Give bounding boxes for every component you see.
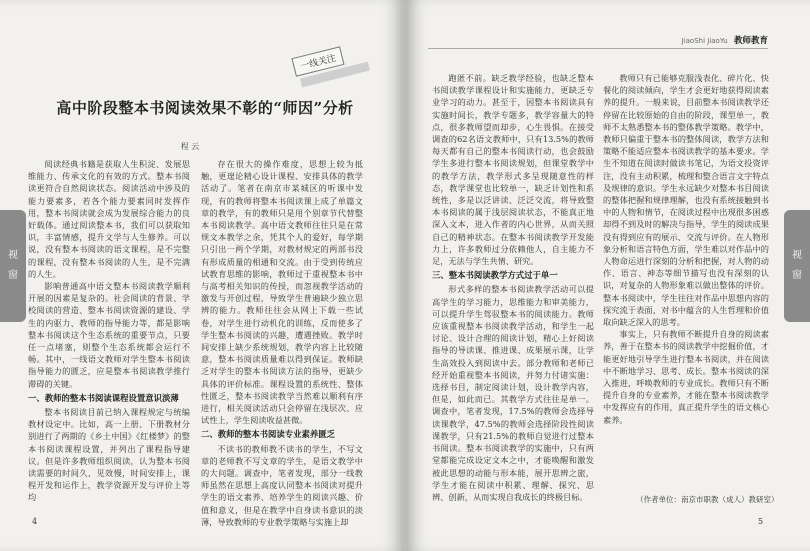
header-rule [428,48,768,49]
right-column-1 [432,72,594,522]
paragraph: 跑匿不前。缺乏教学经验，也缺乏整本书阅读教学课程设计和实施能力，更缺乏专业学习的动力。甚至于，因整本书阅读具有实施时间长，教学专题多，教学容量大的特点，很多教师望而却步，心生畏惧。在接受调查的62名语文教师中，只有13.5%的教师每天都有自己的整本书阅读行动，也会鼓励学生多进行整本书阅读规划，但课堂教学中的教学方法，教学形式多呈现随意性的样态，教学课堂也比较单一，缺乏计划性和系统性，多是以泛讲读、泛泛交流，将导致整本书阅读的属于浅层阅读状态，不能真正地深入文本，进入作者的内心世界，从而关照自己的精神状态。在整本书阅读教学开发能力上，许多教师过分依赖他人，自主能力不足，无法与学生共情、研究。 [432,73,594,267]
side-tab-char: 窗 [8,270,18,281]
side-tab-char: 视 [8,250,18,261]
paragraph: 教师只有已能够克服浅表化、碎片化、快餐化的阅读倾向，学生才会更好地获得阅读素养的提升。一般来说，目前整本书阅读教学还停留在比较原始的自由的阶段，课型单一，教师不太熟悉整本书的整体教学策略。教学中，教师只偏重于整本书的整体阅读，教学方法和策略不能适应整本书阅读教学的基本要求。学生不知道在阅读时做读书笔记，为语文投资评注，没有主动积累，梳理和整合语言文字特点及规律的意识。学生永远缺少对整本书目阅读的整体把握和规律理解，也没有系统接触到书中的人物和情节，在阅读过程中出现很多困惑却得不到及时的解决与指导，学生的阅读成果没有得到应有的展示、交流与评价。在人物形象分析和语言特色方面，学生难以对作品中的人物命运进行深刻的分析和把握，对人物的动作、语言、神态等细节描写也没有深刻的认识，对复杂的人物形象难以做出整体的评价。整本书阅读中，学生往往对作品中思想内容的探究流于表面，对书中蕴含的人生哲理和价值取向缺乏深入的思考。 [603,73,769,328]
header-title: 教师教育 [733,36,768,46]
article-title: 高中阶段整本书阅读效果不彰的“师因”分析 [56,99,354,117]
left-page [0,0,404,551]
paragraph: 影响普通高中语文整本书阅读教学顺利开展的因素是复杂的。社会阅读的背景、学校阅读的营造、整本书阅读资源的建设、学生的内驱力、教师的指导能力等，都是影响整本书阅读这个生态系统的重要节点，只要任一点堵塞，则整个生态系统都会运行不畅。其中，一线语文教师对学生整本书阅读指导能力的匮乏，应是整本书阅读教学推行滞碍的关键。 [28,281,190,389]
author-affiliation: （作者单位：南京市职教（成人）教研室） [636,495,779,504]
running-header [682,34,768,46]
paragraph: 存在很大的操作难度，思想上较为抵触，更遑论精心设计课程、安排具体的教学活动了。笔者在南京市某城区的听课中发现，有的教师将整本书阅读课上成了单篇文章的教学，有的教师只是用个别章节代替整本书阅读教学。高中语文教师往往只是在常规文本教学之余，凭其个人的爱好，每学期只引出一两个学期，对教材规定的两部书没有形成质量的相通和交流。由于受到传统应试教育思维的影响，教师过于重视整本书中与高考相关知识的传授，而忽视教学活动的激发与开创过程，导致学生普遍缺少独立思辨的能力。教师往往会从网上下载一些试卷，对学生进行动机化的训练，反而使多了学生整本书阅读的兴趣，遭遇挫败。教学时间安排上缺少系统规划，教学内容上比较随意，整本书阅读质量难以得到保证。教师缺乏对学生的整本书阅读方法的指导，更缺少具体的评价标准。课程设置的系统性、整体性匮乏，整本书阅读教学当然难以顺利有序进行，相关阅读活动只会停留在浅层次、应试性上，学生阅读收益甚微。 [201,159,363,426]
side-tab-right [784,210,810,322]
paragraph: 不读书的教师教不读书的学生，不写文章的老师教不写文章的学生，是语文教学中的大问题。调查中，笔者发现，部分一线教师虽然在思想上高度认同整本书阅读对提升学生的语文素养、培养学生的阅读兴趣、价值和意义，但是在教学中自身读书意识的淡薄，导致教师的专业教学策略与实施上却 [201,443,363,527]
section-heading: 一、教师的整本书阅读课程设置意识淡薄 [28,392,179,403]
paragraph: 事实上，只有教师不断提升自身的阅读素养，善于在整本书的阅读教学中挖掘价值，才能更好地引导学生进行整本书阅读，并在阅读中不断地学习、思考、成长。整本书阅读的深入推进，呼唤教师的专业成长。教师只有不断提升自身的专业素养，才能在整本书阅读教学中发挥应有的作用，真正提升学生的语文核心素养。 [603,329,769,425]
left-column-2 [201,158,363,527]
article-author: 程 云 [180,142,200,151]
section-heading: 三、整本书阅读教学方式过于单一 [432,270,558,281]
section-badge: 一线关注 [291,46,344,77]
header-pinyin: JiaoShi JiaoYu [681,37,728,45]
right-column-2 [603,72,769,492]
side-tab-left [0,210,26,322]
side-tab-char: 窗 [792,270,802,281]
page-number-left: 4 [32,517,38,526]
paragraph: 整本书阅读目前已纳入课程规定与统编教材设定中。比如，高一上册、下册教材分别进行了两期的《乡土中国》《红楼梦》的整本书阅读课程设置，并列出了课程指导建议。但是许多教师组织阅读，认为整本书阅读需要的时间久、见效慢，时间安排上，课程开发和运作上，教学资源开发与评价上等均 [28,407,190,503]
paragraph: 形式多样的整本书阅读教学活动可以提高学生的学习能力，思维能力和审美能力，可以提升学生驾驭整本书的阅读能力。教师应该重视整本书阅读教学活动，和学生一起讨论、设计合理的阅读计划，精心上好阅读指导的导读课、推进课、成果展示课，让学生高效投入到阅读中去。部分教师和老师已经开始重视整本书阅读，并努力付诸实施：选择书目，制定阅读计划，设计教学内容，但是，如此而已。其教学方式往往是单一。调查中，笔者发现，17.5%的教师会选择导读课教学，47.5%的教师会选择阶段性阅读课教学，只有21.5%的教师自觉进行过整本书阅读。整本书阅读教学的实施中，只有两堂都能完成设定文本之中，才能唤醒和激发被此思想的动能与形本能，展开思辨之旅，学生才能在阅读中积累、理解、探究、思辨、创新，从而实现自我成长的终极目标。 [432,284,594,502]
section-heading: 二、教师的整本书阅读专业素养匮乏 [201,429,335,440]
side-tab-char: 视 [792,250,802,261]
paragraph: 阅读经典书籍是获取人生积淀、发展思维能力、传承文化的有效的方式。整本书阅读更符合自然阅读状态。阅读活动中涉及的能力要素多，若各个能力要素同时发挥作用，整本书阅读就会成为发展综合能力的良好载体。通过阅读整本书，我们可以获取知识，丰富情感，提升文学与人生修养。可以说，没有整本书阅读的语文课程，是不完整的课程，没有整本书阅读的人生，是不完满的人生。 [28,159,190,279]
page-number-right: 5 [758,517,764,526]
left-column-1 [28,158,190,518]
